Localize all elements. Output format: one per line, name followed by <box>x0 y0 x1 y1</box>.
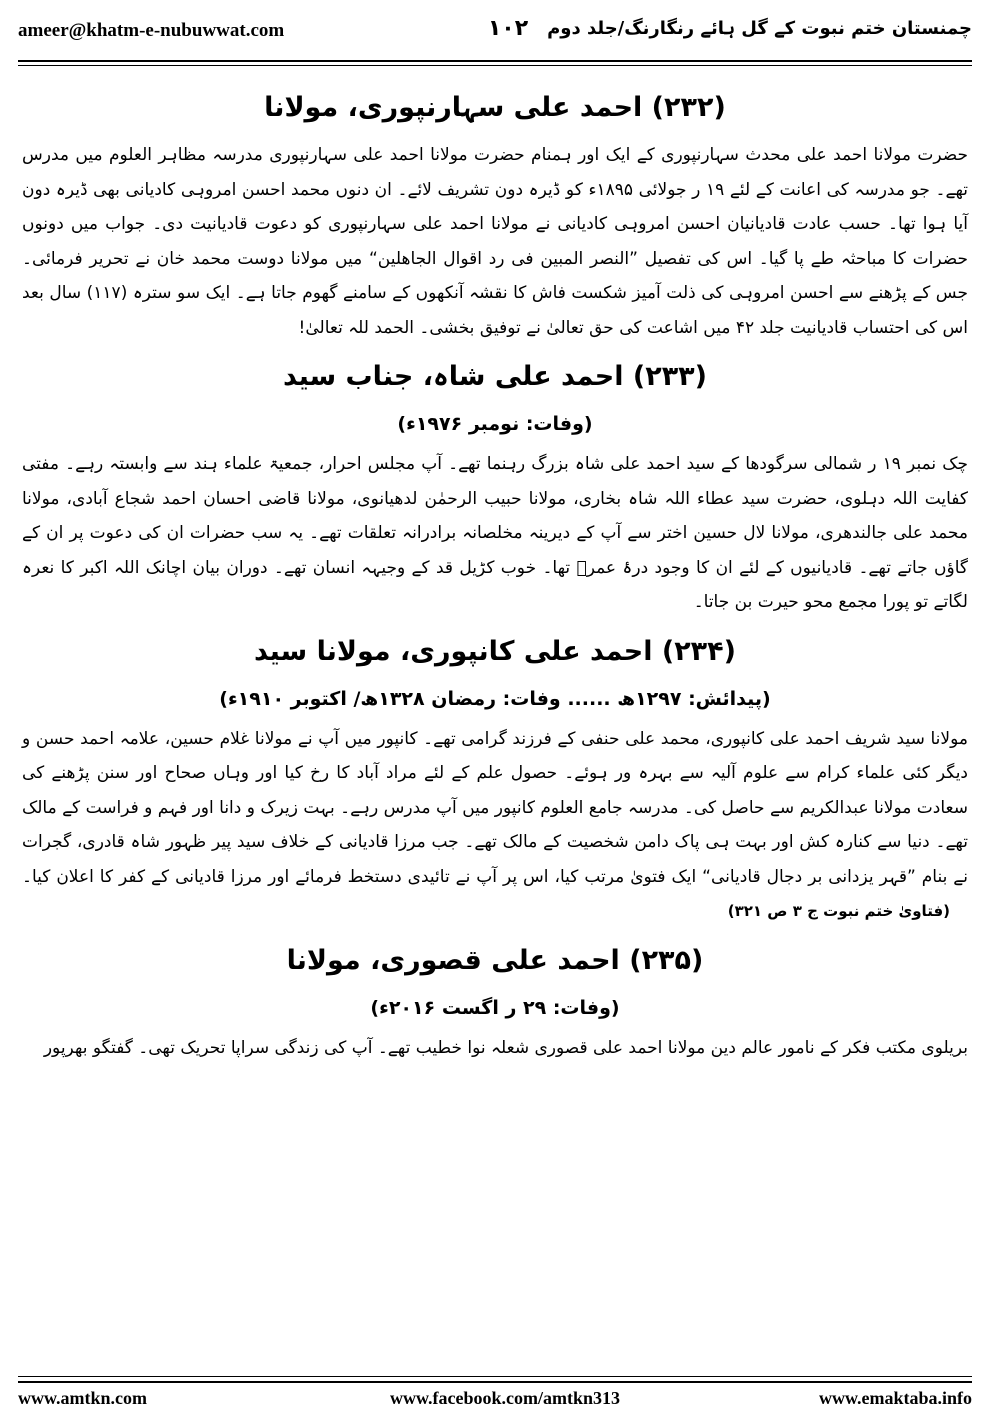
page-number: ۱۰۲ <box>487 16 529 41</box>
entry-title: (۲۳۵) احمد علی قصوری، مولانا <box>286 944 704 976</box>
page-content <box>22 76 968 1065</box>
footer-link-amtkn[interactable]: www.amtkn.com <box>18 1388 147 1408</box>
book-title: چمنستان ختم نبوت کے گل ہائے رنگارنگ/جلد دوم <box>547 18 972 39</box>
header-email: ameer@khatm-e-nubuwwat.com <box>18 20 285 41</box>
header-rule <box>18 60 972 62</box>
entry-title: (۲۳۲) احمد علی سہارنپوری، مولانا <box>264 92 726 123</box>
footer-rule <box>18 1381 972 1383</box>
entry-dates: (وفات: ۲۹ ر اگست ۲۰۱۶ء) <box>370 996 620 1019</box>
entry-232 <box>22 86 968 345</box>
entry-233 <box>22 355 968 620</box>
entry-235 <box>22 939 968 1066</box>
page-header <box>18 12 972 60</box>
entry-paragraph-text: مولانا سید شریف احمد علی کانپوری، محمد علی حنفی کے فرزند گرامی تھے۔ کانپور میں آپ نے مولانا غلام حسین، علامہ احمد حسن و دیگر کئی علماء کرام سے علوم آلیہ سے بہرہ ور ہوئے۔ حصول علم کے لئے مراد آباد کا رخ کیا اور وہاں صحاح اور سنن پڑھنے کی سعادت مولانا عبدالکریم سے حاصل کی۔ مدرسہ جامع العلوم کانپور میں آپ مدرس رہے۔ بہت زیرک و دانا اور فہم و فراست کے مالک تھے۔ دنیا سے کنارہ کش اور بہت ہی پاک دامن شخصیت کے مالک تھے۔ جب مرزا قادیانی کے خلاف سید پیر ظہور شاہ قادری، گجرات نے بنام ”قہر یزدانی بر دجال قادیانی“ ایک فتویٰ مرتب کیا، اس پر آپ نے تائیدی دستخط فرمائے اور مرزا قادیانی کے کفر کا اعلان کیا۔ <box>22 728 968 887</box>
header-rule-thin <box>18 65 972 66</box>
entry-234 <box>22 630 968 929</box>
entry-dates: (وفات: نومبر ۱۹۷۶ء) <box>397 413 593 435</box>
entry-paragraph: چک نمبر ۱۹ ر شمالی سرگودھا کے سید احمد علی شاہ بزرگ رہنما تھے۔ آپ مجلس احرار، جمعیۃ علماء ہند سے وابستہ رہے۔ مفتی کفایت اللہ دہلوی، حضرت سید عطاء اللہ شاہ بخاری، مولانا حبیب الرحمٰن لدھیانوی، مولانا قاضی احسان احمد شجاع آبادی، مولانا محمد علی جالندھری، مولانا لال حسین اختر سے آپ کے دیرینہ مخلصانہ برادرانہ تعلقات تھے۔ یہ سب حضرات ان کی دعوت پر ان کے گاؤں جاتے تھے۔ قادیانیوں کے لئے ان کا وجود درۂ عمرؓ تھا۔ خوب کڑیل قد کے وجیہہ انسان تھے۔ دوران بیان اچانک اللہ اکبر کا نعرہ لگاتے تو پورا مجمع محو حیرت بن جاتا۔ <box>22 454 968 612</box>
entry-dates: (پیدائش: ۱۲۹۷ھ ...... وفات: رمضان ۱۳۲۸ھ/ اکتوبر ۱۹۱۰ء) <box>219 687 771 710</box>
footer-rule-thin <box>18 1376 972 1377</box>
entry-reference: (فتاویٰ ختم نبوت ج ۳ ص ۳۲۱) <box>727 902 950 920</box>
entry-title: (۲۳۴) احمد علی کانپوری، مولانا سید <box>254 635 736 667</box>
entry-paragraph: حضرت مولانا احمد علی محدث سہارنپوری کے ایک اور ہمنام حضرت مولانا احمد علی سہارنپوری مدرسہ مظاہر العلوم میں مدرس تھے۔ جو مدرسہ کی اعانت کے لئے ۱۹ ر جولائی ۱۸۹۵ء کو ڈیرہ دون تشریف لائے۔ ان دنوں محمد احسن امروہی کادیانی بھی ڈیرہ دون آیا ہوا تھا۔ حسب عادت قادیانیان احسن امروہی کادیانی نے مولانا احمد علی سہارنپوری کو دعوت قادیانیت دی۔ جواب میں دونوں حضرات کا مباحثہ طے پا گیا۔ اس کی تفصیل ”النصر المبین فی رد اقوال الجاھلین“ میں مولانا دوست محمد خان نے تحریر فرمائی۔ جس کے پڑھنے سے احسن امروہی کی ذلت آمیز شکست فاش کا نقشہ آنکھوں کے سامنے گھوم جاتا ہے۔ ایک سو سترہ (۱۱۷) سال بعد اس کی احتساب قادیانیت جلد ۴۲ میں اشاعت کی حق تعالیٰ نے توفیق بخشی۔ الحمد للہ تعالیٰ! <box>22 145 969 338</box>
footer-link-emaktaba[interactable]: www.emaktaba.info <box>818 1388 972 1408</box>
entry-title: (۲۳۳) احمد علی شاہ، جناب سید <box>282 361 708 392</box>
entry-paragraph <box>22 722 968 929</box>
page-footer <box>18 1388 972 1414</box>
entry-paragraph: بریلوی مکتب فکر کے نامور عالم دین مولانا احمد علی قصوری شعلہ نوا خطیب تھے۔ آپ کی زندگی سراپا تحریک تھی۔ گفتگو بھرپور <box>43 1037 968 1058</box>
footer-link-facebook[interactable]: www.facebook.com/amtkn313 <box>390 1388 620 1408</box>
